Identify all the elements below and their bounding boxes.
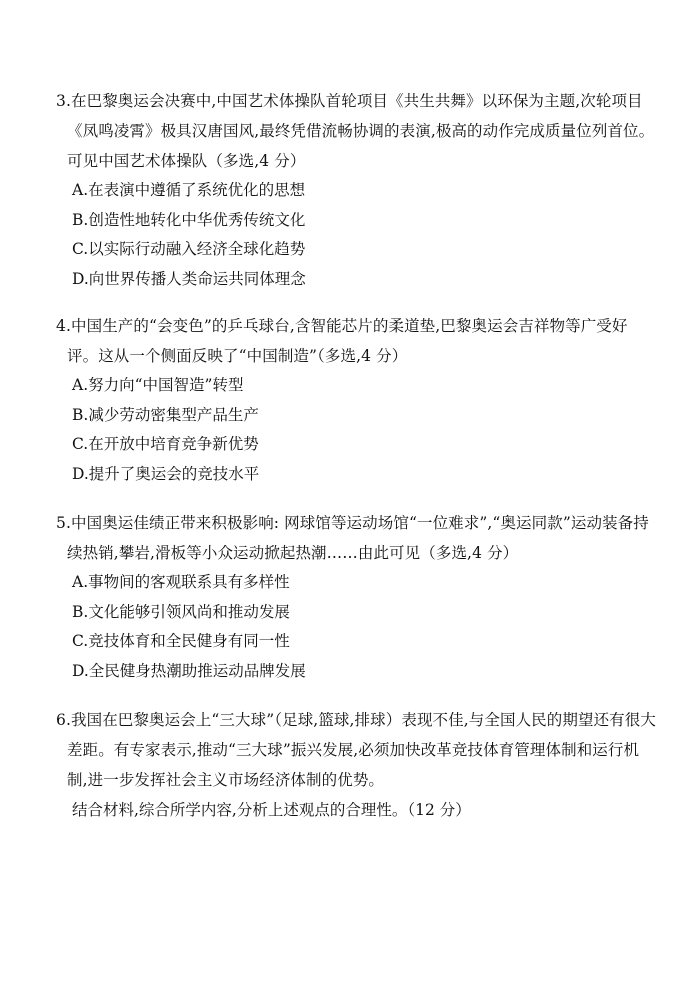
option-a: A.努力向“中国智造”转型 [72,376,244,394]
question-stem: 4.中国生产的“会变色”的乒乓球台,含智能芯片的柔道垫,巴黎奥运会吉祥物等广受好评。这从一个侧面反映了“中国制造”（多选,4 分） [56,317,628,365]
option-b: B.创造性地转化中华优秀传统文化 [72,210,306,229]
question-prompt: 结合材料,综合所学内容,分析上述观点的合理性。（12 分） [72,801,471,819]
question-stem: 5.中国奥运佳绩正带来积极影响: 网球馆等运动场馆“一位难求”,“奥运同款”运动装备持续热销,攀岩,滑板等小众运动掀起热潮……由此可见（多选,4 分） [56,514,649,562]
option-c: C.竞技体育和全民健身有同一性 [72,632,290,650]
option-a: A.在表演中遵循了系统优化的思想 [72,181,306,199]
question-5 [56,508,656,686]
option-c: C.在开放中培育竞争新优势 [72,435,259,453]
option-a: A.事物间的客观联系具有多样性 [72,573,290,591]
question-stem: 6.我国在巴黎奥运会上“三大球”（足球,篮球,排球）表现不佳,与全国人民的期望还有很大差距。有专家表示,推动“三大球”振兴发展,必须加快改革竞技体育管理体制和运行机制,进一步发挥社会主义市场经济体制的优势。 [56,711,656,789]
question-stem: 3.在巴黎奥运会决赛中,中国艺术体操队首轮项目《共生共舞》以环保为主题,次轮项目《凤鸣凌霄》极具汉唐国风,最终凭借流畅协调的表演,极高的动作完成质量位列首位。可见中国艺术体操队（多选,4 分） [56,92,655,170]
option-list [56,176,656,294]
option-d: D.全民健身热潮助推运动品牌发展 [72,661,306,680]
question-3 [56,86,656,294]
option-b: B.减少劳动密集型产品生产 [72,405,259,424]
option-c: C.以实际行动融入经济全球化趋势 [72,240,306,258]
option-b: B.文化能够引领风尚和推动发展 [72,602,290,621]
option-list [56,371,656,489]
option-d: D.提升了奥运会的竞技水平 [72,464,260,483]
option-d: D.向世界传播人类命运共同体理念 [72,269,306,288]
question-6 [56,705,656,825]
option-list [56,568,656,686]
question-4 [56,311,656,489]
